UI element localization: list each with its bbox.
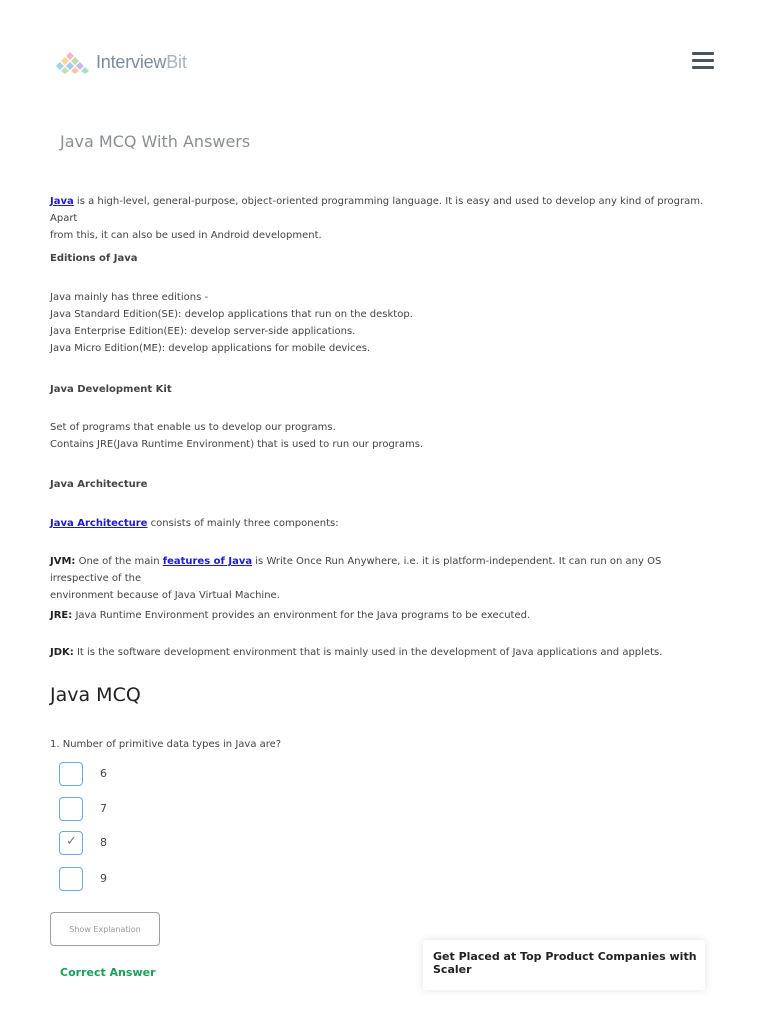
jvm-text-pre: One of the main	[75, 556, 163, 567]
java-architecture-link[interactable]: Java Architecture	[50, 518, 148, 529]
option-checkbox-checked[interactable]	[59, 831, 83, 855]
intro-text-line1: is a high-level, general-purpose, object-oriented programming language. It is easy and used to develop any kind of program. Apart	[50, 196, 704, 224]
interviewbit-logo[interactable]	[56, 50, 187, 74]
editions-line: Java Enterprise Edition(EE): develop server-side applications.	[50, 326, 356, 337]
checkmark-icon: ✓	[66, 834, 77, 849]
editions-line: Java Micro Edition(ME): develop applications for mobile devices.	[50, 343, 371, 354]
logo-text	[96, 52, 187, 73]
jvm-paragraph	[50, 553, 722, 604]
jdk-text: It is the software development environment that is mainly used in the development of Java applications and applets.	[73, 647, 663, 658]
jdk-heading: Java Development Kit	[50, 384, 172, 395]
editions-heading: Editions of Java	[50, 253, 138, 264]
architecture-intro-text: consists of mainly three components:	[147, 518, 339, 529]
option-label: 6	[100, 767, 107, 780]
logo-text-part1: Interview	[96, 51, 167, 72]
editions-line: Java mainly has three editions -	[50, 292, 209, 303]
question-text: 1. Number of primitive data types in Java are?	[50, 739, 282, 750]
jvm-label: JVM:	[50, 556, 76, 567]
jre-paragraph	[50, 607, 722, 624]
jre-label: JRE:	[50, 610, 73, 621]
logo-text-part2: Bit	[166, 51, 187, 72]
option-label: 7	[100, 802, 107, 815]
intro-text-line2: from this, it can also be used in Android development.	[50, 230, 322, 241]
hamburger-menu-icon[interactable]	[692, 52, 714, 72]
java-link[interactable]: Java	[50, 196, 74, 207]
option-label: 9	[100, 872, 107, 885]
mcq-heading: Java MCQ	[50, 684, 141, 706]
promo-text: Get Placed at Top Product Companies with Scaler	[433, 950, 697, 976]
show-explanation-button[interactable]: Show Explanation	[50, 912, 160, 946]
option-checkbox[interactable]	[59, 762, 83, 786]
jre-text: Java Runtime Environment provides an environment for the Java programs to be executed.	[72, 610, 531, 621]
site-header	[0, 0, 768, 120]
option-checkbox[interactable]	[59, 797, 83, 821]
editions-list	[50, 289, 722, 357]
editions-line: Java Standard Edition(SE): develop applications that run on the desktop.	[50, 309, 413, 320]
features-of-java-link[interactable]: features of Java	[162, 556, 253, 567]
logo-mark-icon	[56, 50, 92, 74]
correct-answer-label: Correct Answer	[60, 966, 156, 979]
jdk-paragraph	[50, 644, 722, 661]
architecture-intro	[50, 515, 722, 532]
jdk-line: Contains JRE(Java Runtime Environment) that is used to run our programs.	[50, 439, 424, 450]
scaler-promo-card[interactable]	[423, 940, 705, 990]
option-checkbox[interactable]	[59, 867, 83, 891]
jdk-label: JDK:	[50, 647, 74, 658]
jvm-text-line2: environment because of Java Virtual Machine.	[50, 590, 280, 601]
jdk-list	[50, 419, 722, 453]
architecture-heading: Java Architecture	[50, 479, 148, 490]
intro-paragraph	[50, 193, 722, 244]
page-title: Java MCQ With Answers	[60, 132, 251, 151]
option-label: 8	[100, 836, 107, 849]
jdk-line: Set of programs that enable us to develop our programs.	[50, 422, 336, 433]
jvm-text-post: is Write Once Run Anywhere, i.e. it is platform-independent. It can run on any OS irrespective of the	[50, 556, 662, 584]
